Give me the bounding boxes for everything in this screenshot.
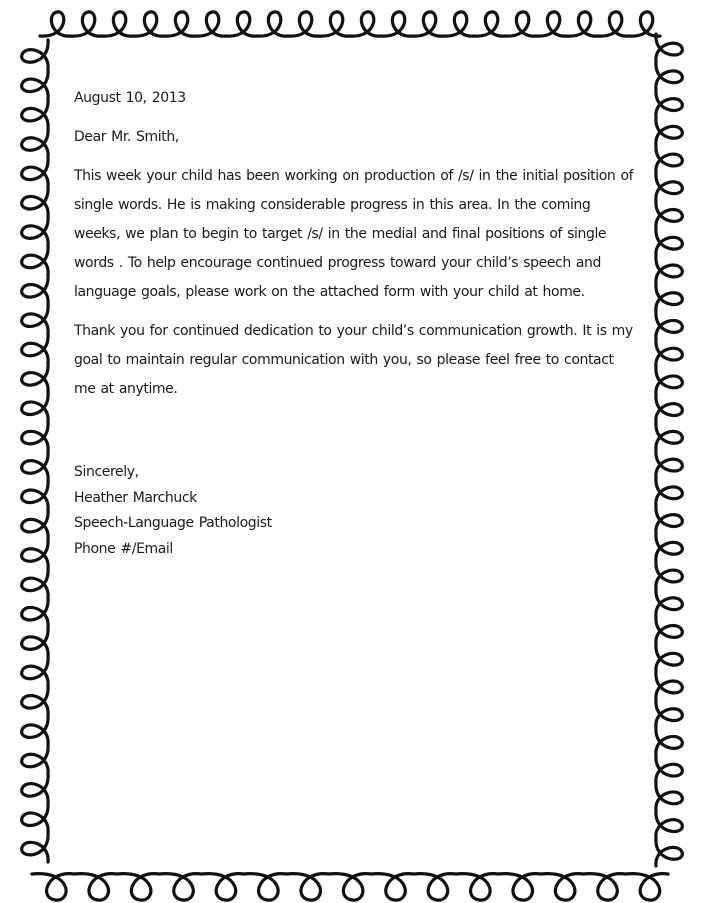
signature-contact: Phone #/Email bbox=[74, 540, 173, 557]
letter-body bbox=[74, 84, 640, 562]
border-right-loops bbox=[656, 34, 682, 866]
signature-name: Heather Marchuck bbox=[74, 489, 197, 506]
letter-date: August 10, 2013 bbox=[74, 90, 186, 106]
border-left-loops bbox=[22, 40, 48, 862]
letter-paragraph-thanks: Thank you for continued dedication to your child’s communication growth. It is my goal to maintain regular communication with you, so please feel free to contact me at anytime. bbox=[74, 323, 633, 397]
closing-text: Sincerely, bbox=[74, 464, 139, 480]
signature-block bbox=[74, 460, 640, 562]
signature-title: Speech-Language Pathologist bbox=[74, 515, 272, 531]
border-bottom-loops bbox=[32, 874, 668, 900]
border-top-loops bbox=[40, 12, 660, 36]
letter-paragraph-progress: This week your child has been working on production of /s/ in the initial position of single words. He is making considerable progress in this area. In the coming weeks, we plan to begin to target /s/ in the medial and final positions of single words . To help encourage continued progress toward your child’s speech and language goals, please work on the attached form with your child at home. bbox=[74, 168, 634, 300]
letter-salutation: Dear Mr. Smith, bbox=[74, 129, 179, 145]
